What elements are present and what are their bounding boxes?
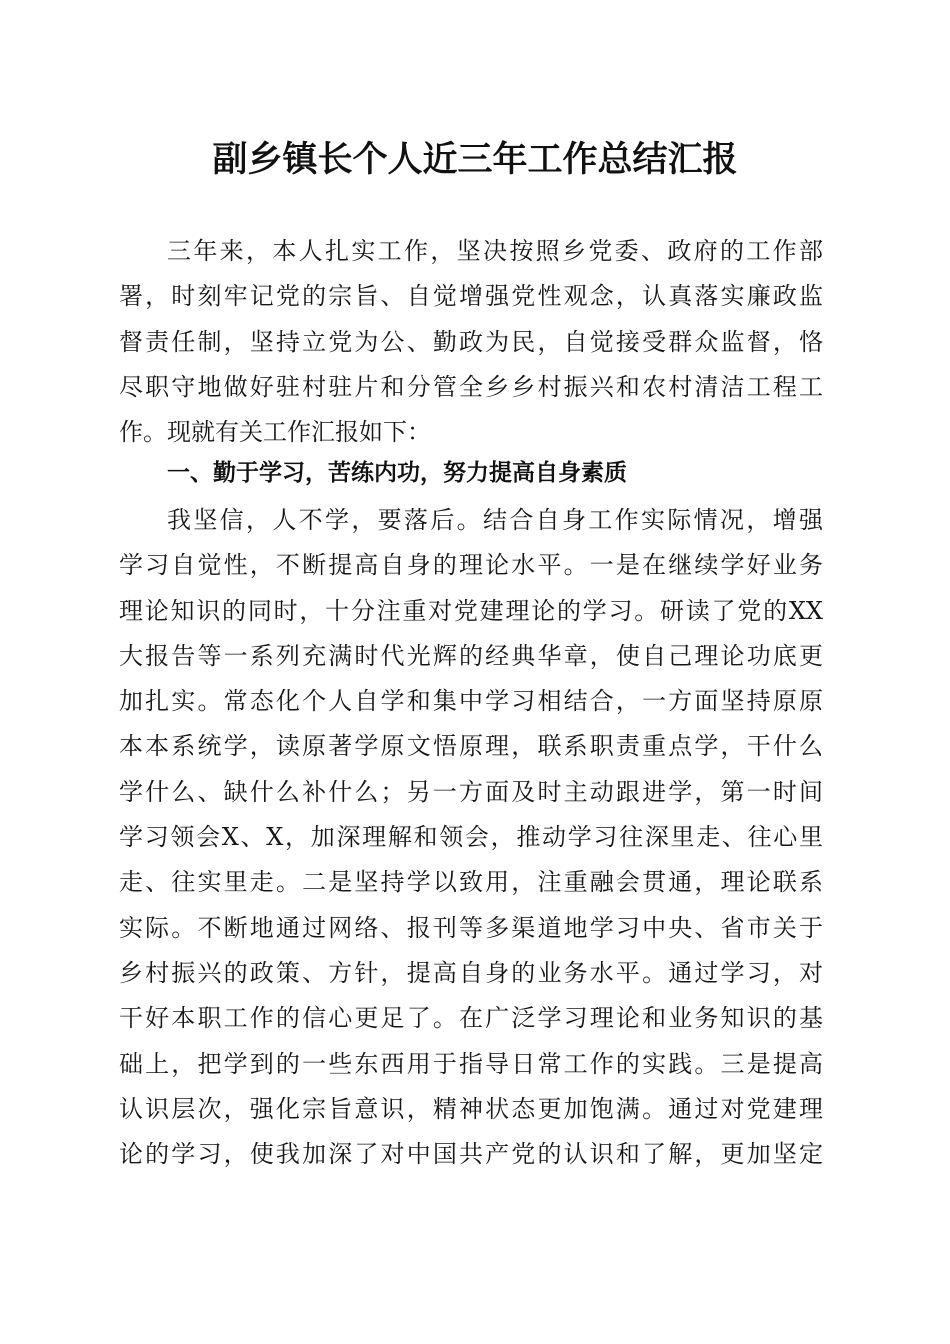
text-line: 理论知识的同时，十分注重对党建理论的学习。研读了党的XX bbox=[119, 596, 823, 625]
text-line: 乡村振兴的政策、方针，提高自身的业务水平。通过学习，对 bbox=[119, 958, 823, 987]
text-line: 实际。不断地通过网络、报刊等多渠道地学习中央、省市关于 bbox=[119, 913, 823, 942]
text-line: 认识层次，强化宗旨意识，精神状态更加饱满。通过对党建理 bbox=[119, 1094, 823, 1123]
text-line: 础上，把学到的一些东西用于指导日常工作的实践。三是提高 bbox=[119, 1049, 823, 1078]
text-line: 学习自觉性，不断提高自身的理论水平。一是在继续学好业务 bbox=[119, 551, 823, 580]
text-line: 干好本职工作的信心更足了。在广泛学习理论和业务知识的基 bbox=[119, 1004, 823, 1033]
text-line: 作。现就有关工作汇报如下： bbox=[119, 418, 431, 447]
section-heading: 一、勤于学习，苦练内功，努力提高自身素质 bbox=[167, 460, 627, 486]
text-line: 加扎实。常态化个人自学和集中学习相结合，一方面坚持原原 bbox=[119, 687, 823, 716]
text-line: 学什么、缺什么补什么；另一方面及时主动跟进学，第一时间 bbox=[119, 777, 823, 806]
text-line: 署，时刻牢记党的宗旨、自觉增强党性观念，认真落实廉政监 bbox=[119, 282, 823, 311]
intro-paragraph bbox=[119, 229, 823, 455]
text-line: 督责任制，坚持立党为公、勤政为民，自觉接受群众监督，恪 bbox=[119, 327, 823, 356]
text-line: 学习领会X、X，加深理解和领会，推动学习往深里走、往心里 bbox=[119, 823, 823, 852]
document-title: 副乡镇长个人近三年工作总结汇报 bbox=[212, 139, 738, 180]
text-line: 走、往实里走。二是坚持学以致用，注重融会贯通，理论联系 bbox=[119, 868, 823, 897]
text-line: 大报告等一系列充满时代光辉的经典华章，使自己理论功底更 bbox=[119, 641, 823, 670]
text-line: 我坚信，人不学，要落后。结合自身工作实际情况，增强 bbox=[167, 506, 823, 534]
text-line: 三年来，本人扎实工作，坚决按照乡党委、政府的工作部 bbox=[167, 237, 823, 265]
section1-paragraph bbox=[119, 498, 823, 1177]
text-line: 本本系统学，读原著学原文悟原理，联系职责重点学，干什么 bbox=[119, 732, 823, 761]
text-line: 论的学习，使我加深了对中国共产党的认识和了解，更加坚定 bbox=[119, 1140, 823, 1169]
text-line: 尽职守地做好驻村驻片和分管全乡乡村振兴和农村清洁工程工 bbox=[119, 372, 823, 401]
